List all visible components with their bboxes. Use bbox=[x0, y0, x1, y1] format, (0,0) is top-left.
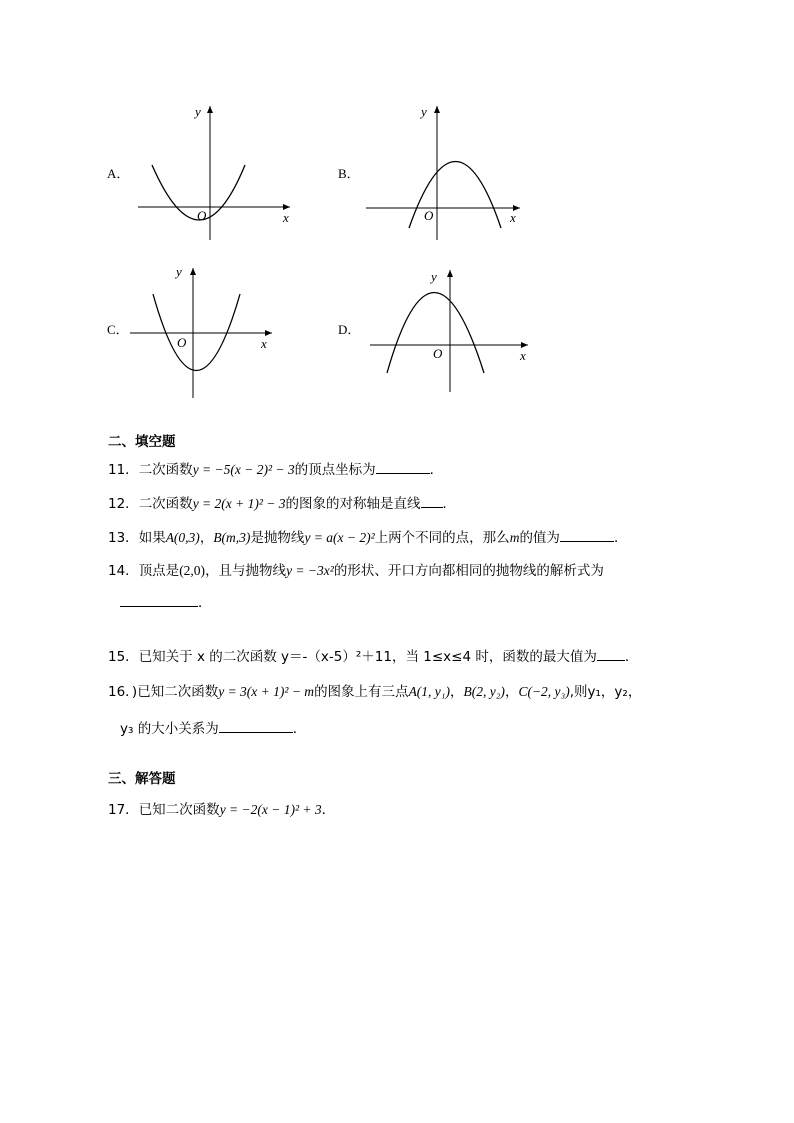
graph-d-x-label: x bbox=[520, 348, 526, 363]
option-a-label: A． bbox=[107, 166, 130, 181]
q13-answer-blank[interactable] bbox=[560, 528, 614, 542]
q16-text-3: ,则y₁，y₂， bbox=[569, 684, 642, 700]
option-c-label: C． bbox=[107, 322, 129, 337]
q13-text-4: 的值为 bbox=[519, 530, 560, 546]
q14-end: ． bbox=[198, 595, 212, 611]
graph-d-y-label: y bbox=[431, 269, 437, 284]
q12-number: 12． bbox=[108, 496, 139, 512]
q17-number: 17． bbox=[108, 802, 139, 818]
q13-point-b: B(m,3) bbox=[213, 530, 251, 545]
q13-text: 如果 bbox=[138, 530, 166, 546]
q12-text-2: 的图象的对称轴是直线 bbox=[285, 496, 421, 512]
question-13 bbox=[108, 528, 627, 547]
q13-formula: y = a(x − 2)² bbox=[304, 530, 375, 545]
graph-c-origin-label: O bbox=[177, 335, 187, 350]
q15-number: 15． bbox=[108, 649, 139, 665]
q13-sep: ， bbox=[199, 530, 214, 546]
q16-point-b: B(2, y₂) bbox=[463, 684, 505, 699]
graph-a-origin-label: O bbox=[197, 208, 207, 223]
question-14 bbox=[108, 562, 604, 580]
graph-d-y-arrow bbox=[447, 270, 453, 277]
q12-answer-blank[interactable] bbox=[421, 494, 443, 508]
q13-end: ． bbox=[613, 530, 628, 546]
question-14-line-2 bbox=[120, 593, 212, 612]
graph-a-y-label: y bbox=[195, 104, 201, 119]
q12-text: 二次函数 bbox=[138, 496, 193, 512]
q17-formula: y = −2(x − 1)² + 3 bbox=[219, 802, 322, 817]
option-b-label: B． bbox=[338, 166, 360, 181]
question-15 bbox=[108, 647, 638, 666]
graph-b-y-label: y bbox=[421, 104, 427, 119]
graph-d-origin-label: O bbox=[433, 346, 443, 361]
q16-number: 16．) bbox=[108, 684, 138, 700]
graph-b-origin-label: O bbox=[424, 208, 434, 223]
graph-c-x-label: x bbox=[261, 336, 267, 351]
q16-text-4: y₃ 的大小关系为 bbox=[120, 721, 219, 737]
q16-text: 已知二次函数 bbox=[137, 684, 219, 700]
section-solve-heading: 三、解答题 bbox=[108, 771, 176, 787]
q11-text-2: 的顶点坐标为 bbox=[294, 462, 376, 478]
option-d-label: D． bbox=[338, 322, 361, 337]
q13-var: m bbox=[509, 530, 520, 545]
q17-end: ． bbox=[321, 802, 336, 818]
q16-point-a: A(1, y₁) bbox=[408, 684, 450, 699]
q11-formula: y = −5(x − 2)² − 3 bbox=[192, 462, 295, 477]
q14-answer-blank[interactable] bbox=[120, 593, 198, 607]
graph-c-y-label: y bbox=[176, 264, 182, 279]
q16-point-c: C(−2, y₃) bbox=[518, 684, 570, 699]
q13-number: 13． bbox=[108, 530, 139, 546]
q14-text-3: 的形状、开口方向都相同的抛物线的解析式为 bbox=[333, 563, 604, 579]
q11-number: 11． bbox=[108, 462, 139, 478]
question-16-line-2 bbox=[120, 719, 306, 738]
q13-point-a: A(0,3) bbox=[165, 530, 200, 545]
q15-answer-blank[interactable] bbox=[597, 647, 625, 661]
q14-text-2: ，且与抛物线 bbox=[205, 563, 287, 579]
q11-text: 二次函数 bbox=[138, 462, 193, 478]
q14-number: 14． bbox=[108, 563, 139, 579]
question-11 bbox=[108, 460, 443, 479]
q15-text: 已知关于 x 的二次函数 y＝-（x-5）²＋11，当 1≤x≤4 时，函数的最大值为 bbox=[138, 649, 597, 665]
question-12 bbox=[108, 494, 456, 513]
q14-point: (2,0) bbox=[179, 563, 206, 578]
q11-end: ． bbox=[429, 462, 444, 478]
q14-formula: y = −3x² bbox=[286, 563, 334, 578]
question-16: 16．)已知二次函数y = 3(x + 1)² − m的图象上有三点A(1, y₁)，B(2, y₂)，C(−2, y₃),则y₁，y₂， bbox=[108, 684, 642, 700]
question-17 bbox=[108, 801, 335, 819]
q11-answer-blank[interactable] bbox=[376, 460, 430, 474]
graph-b-x-label: x bbox=[510, 210, 516, 225]
graph-a-x-label: x bbox=[283, 210, 289, 225]
section-fill-heading: 二、填空题 bbox=[108, 434, 176, 450]
q13-text-3: 上两个不同的点，那么 bbox=[374, 530, 510, 546]
q14-text: 顶点是 bbox=[138, 563, 180, 579]
q17-text: 已知二次函数 bbox=[138, 802, 220, 818]
q15-end: ． bbox=[624, 649, 639, 665]
q16-end: ． bbox=[292, 721, 307, 737]
q16-formula: y = 3(x + 1)² − m bbox=[218, 684, 315, 699]
q12-end: ． bbox=[442, 496, 457, 512]
q16-text-2: 的图象上有三点 bbox=[314, 684, 409, 700]
q16-answer-blank[interactable] bbox=[219, 719, 293, 733]
q13-text-2: 是抛物线 bbox=[250, 530, 305, 546]
q12-formula: y = 2(x + 1)² − 3 bbox=[192, 496, 286, 511]
